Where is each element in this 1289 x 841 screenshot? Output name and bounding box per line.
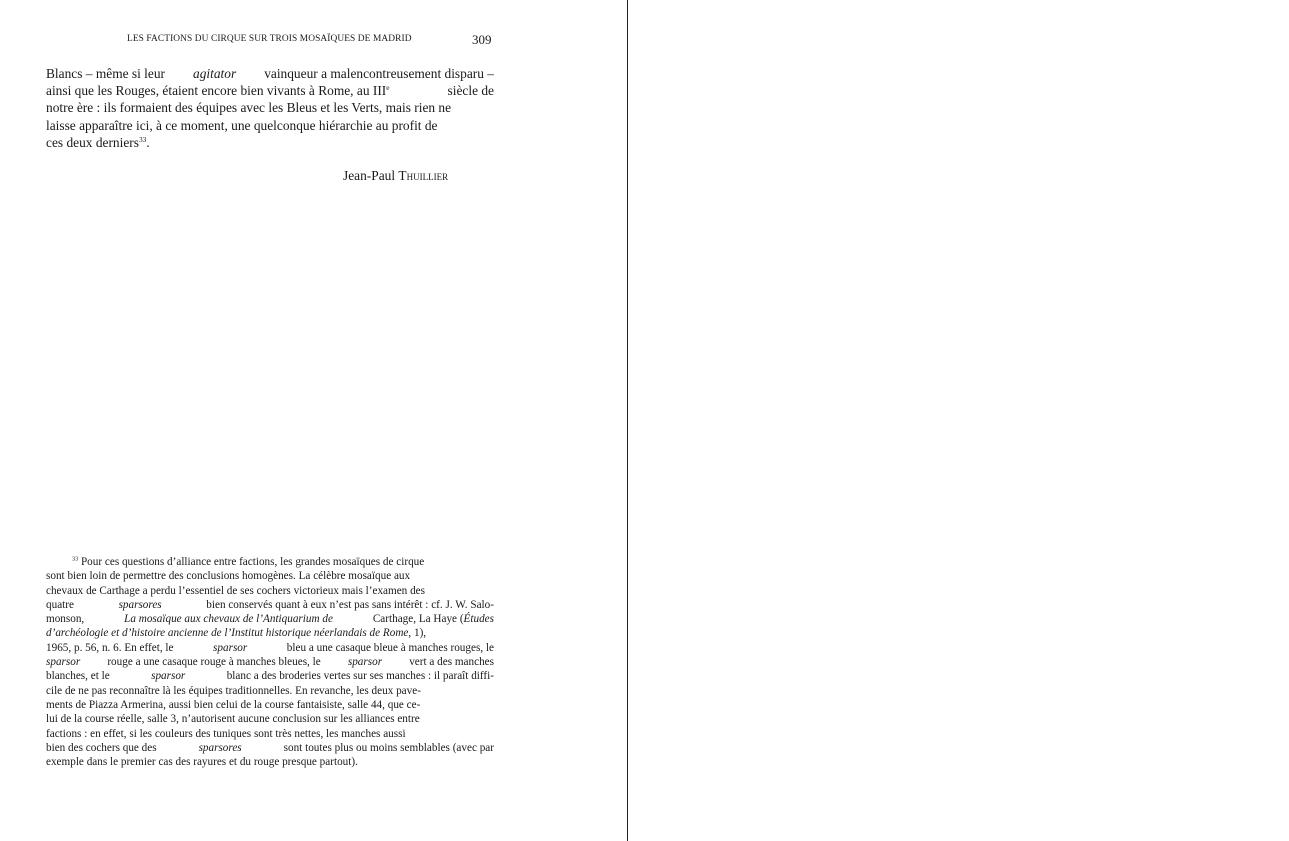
running-head: LES FACTIONS DU CIRQUE SUR TROIS MOSAÏQUES DE MADRID [127, 34, 412, 44]
body-line: notre ère : ils formaient des équipes avec les Bleus et les Verts, mais rien ne [46, 100, 452, 116]
footnote-line: exemple dans le premier cas des rayures et du rouge presque partout). [46, 756, 358, 769]
right-page-blank [628, 0, 1289, 841]
footnote-line: sont bien loin de permettre des conclusions homogènes. La célèbre mosaïque aux [46, 570, 411, 583]
author-signature: Jean-Paul Thuillier [343, 168, 449, 183]
footnote-reference: 33 [138, 134, 147, 144]
footnote-line: 1965, p. 56, n. 6. En effet, le sparsor bleu a une casaque bleue à manches rouges, le [46, 641, 494, 654]
footnote-line: lui de la course réelle, salle 3, n’autorisent aucune conclusion sur les alliances entre [46, 713, 420, 726]
corner-annotation-mark [0, 0, 30, 4]
author-surname: Thuillier [398, 168, 449, 183]
footnote-line: factions : en effet, si les couleurs des tuniques sont très nettes, les manches aussi [46, 727, 406, 740]
footnote-line: quatre sparsores bien conservés quant à eux n’est pas sans intérêt : cf. J. W. Salo- [46, 598, 494, 611]
page-number: 309 [472, 32, 492, 47]
left-page [0, 0, 627, 841]
footnote-line: blanches, et le sparsor blanc a des broderies vertes sur ses manches : il paraît diffi- [46, 670, 494, 683]
footnote-line: $^{33}$ Pour ces questions d’alliance entre factions, les grandes mosaïques de cirque [72, 556, 425, 568]
body-line: Blancs – même si leur agitator vainqueur a malencontreusement disparu – [46, 66, 494, 81]
footnote-line: cile de ne pas reconnaître là les équipes traditionnelles. En revanche, les deux pave- [46, 684, 421, 697]
footnote-line: chevaux de Carthage a perdu l’essentiel de ses cochers victorieux mais l’examen des [46, 584, 425, 597]
footnote-line: ments de Piazza Armerina, aussi bien celui de la course fantaisiste, salle 44, que ce- [46, 698, 421, 711]
footnote-line: monson, La mosaïque aux chevaux de l’Antiquarium de Carthage, La Haye (Études [46, 613, 494, 626]
footnote-line: d’archéologie et d’histoire ancienne de l’Institut historique néerlandais de Rome, 1), [46, 627, 427, 640]
body-line: ainsi que les Rouges, étaient encore bien vivants à Rome, au IIIe siècle de [46, 83, 494, 99]
footnote-number: 33 [72, 556, 79, 563]
body-line: laisse apparaître ici, à ce moment, une quelconque hiérarchie au profit de [46, 117, 438, 133]
body-paragraph [46, 65, 494, 151]
body-line: ces deux derniers$^{33}$. [46, 134, 150, 150]
footnote [46, 555, 494, 769]
footnote-line: sparsor rouge a une casaque rouge à manches bleues, le sparsor vert a des manches [46, 656, 494, 669]
footnote-line: bien des cochers que des sparsores sont toutes plus ou moins semblables (avec par [46, 741, 494, 754]
